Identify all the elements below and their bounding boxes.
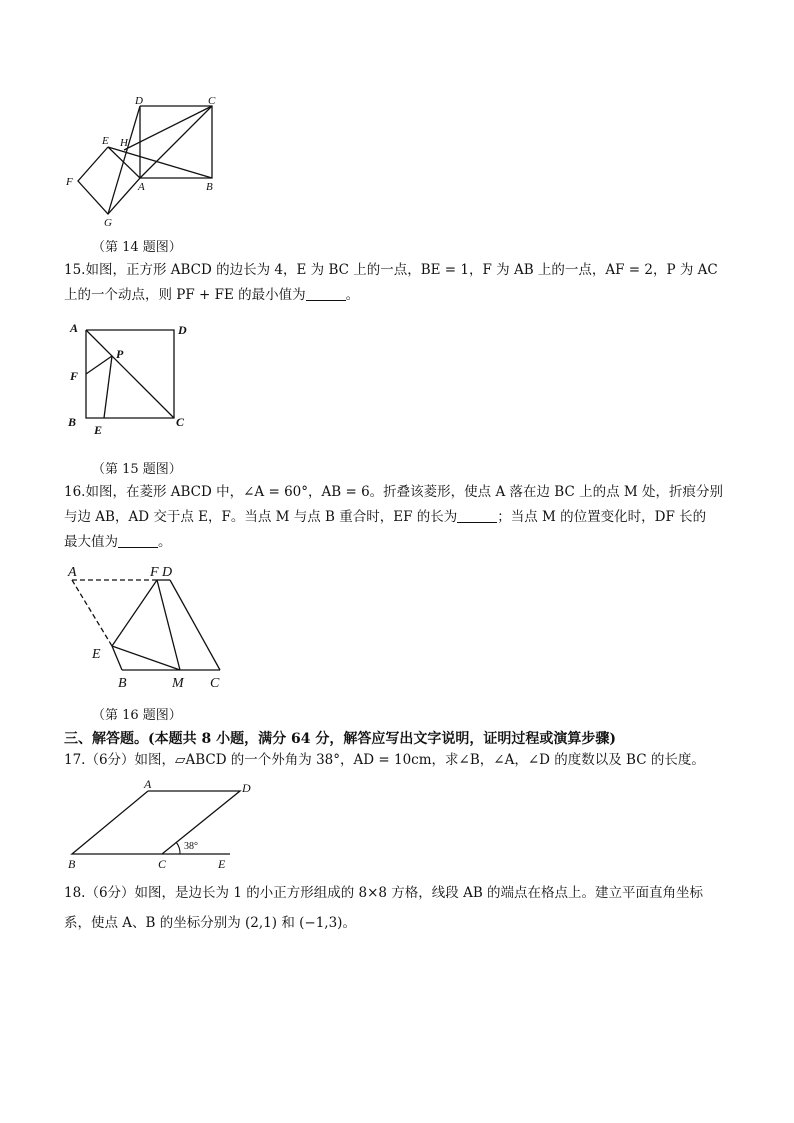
- q16-line-3-text: 最大值为: [64, 534, 118, 550]
- fig16-label-e: E: [92, 647, 101, 662]
- figure-15: [64, 318, 204, 438]
- fig15-label-f: F: [70, 369, 79, 383]
- fig15-line-ac: [86, 330, 174, 418]
- fig16-label-a: A: [68, 565, 77, 580]
- fig15-label-p: P: [116, 347, 124, 361]
- fig15-label-c: C: [176, 415, 185, 429]
- fig15-label-a: A: [70, 321, 79, 335]
- figure-14-caption: （第 14 题图）: [92, 240, 182, 255]
- fig14-label-e: E: [102, 135, 109, 147]
- figure-17: [64, 776, 264, 871]
- section-3-heading: 三、解答题。(本题共 8 小题，满分 64 分，解答应写出文字说明，证明过程或演算步骤): [64, 731, 616, 747]
- fig14-label-g: G: [104, 217, 112, 229]
- fig16-label-fd: F D: [150, 565, 173, 580]
- figure-15-caption: （第 15 题图）: [92, 462, 182, 477]
- fig17-label-b: B: [68, 857, 76, 871]
- figure-16: [62, 560, 237, 695]
- fig15-label-d: D: [178, 323, 187, 337]
- q18-line-1: 18.（6分）如图，是边长为 1 的小正方形组成的 8×8 方格，线段 AB 的端点在格点上。建立平面直角坐标: [64, 885, 704, 901]
- question-17: [64, 748, 734, 773]
- fig15-line-pe: [104, 356, 112, 418]
- fig17-label-d: D: [242, 781, 251, 795]
- fig17-angle-arc: [176, 842, 180, 854]
- question-15: [64, 258, 734, 308]
- fig15-label-e: E: [94, 423, 103, 437]
- fig17-parallelogram: [72, 791, 240, 854]
- fig16-line-fm: [157, 580, 180, 670]
- q15-answer-blank[interactable]: [306, 286, 346, 301]
- q16-answer-blank-1[interactable]: [457, 508, 497, 523]
- q16-line-1: 16.如图，在菱形 ABCD 中，∠A = 60°，AB = 6。折叠该菱形，使点 A 落在边 BC 上的点 M 处，折痕分别: [64, 484, 723, 500]
- fig14-label-c: C: [208, 95, 216, 107]
- q15-line-2: [64, 283, 734, 308]
- q17-text: 17.（6分）如图，▱ABCD 的一个外角为 38°，AD = 10cm，求∠B，∠A，∠D 的度数以及 BC 的长度。: [64, 752, 705, 768]
- fig17-angle-label: 38°: [184, 841, 198, 852]
- question-18: [64, 878, 734, 938]
- fig14-line-hc: [124, 106, 212, 150]
- fig16-line-dc: [170, 580, 220, 670]
- fig16-line-ef: [112, 580, 157, 646]
- fig17-label-c: C: [158, 857, 167, 871]
- fig16-line-em: [112, 646, 180, 670]
- q16-line-3-end: 。: [158, 534, 172, 550]
- fig16-label-b: B: [118, 676, 127, 691]
- fig14-label-d: D: [135, 95, 143, 107]
- q16-line-2b: ；当点 M 的位置变化时，DF 长的: [497, 509, 707, 525]
- q15-line-2-end: 。: [345, 287, 360, 303]
- fig15-label-b: B: [68, 415, 77, 429]
- figure-14: [60, 92, 230, 232]
- q15-line-1: 15.如图，正方形 ABCD 的边长为 4，E 为 BC 上的一点，BE = 1，F 为 AB 上的一点，AF = 2，P 为 AC: [64, 262, 718, 278]
- fig14-line-gd: [108, 106, 140, 214]
- q16-line-2: [64, 505, 734, 530]
- fig15-line-fp: [86, 356, 112, 374]
- q16-answer-blank-2[interactable]: [118, 533, 158, 548]
- q16-line-2a: 与边 AB，AD 交于点 E，F。当点 M 与点 B 重合时，EF 的长为: [64, 509, 458, 525]
- figure-16-caption: （第 16 题图）: [92, 708, 182, 723]
- question-16: [64, 480, 734, 555]
- fig14-label-h: H: [120, 137, 128, 149]
- fig14-label-a: A: [138, 181, 145, 193]
- fig14-label-b: B: [206, 181, 213, 193]
- fig17-label-e: E: [218, 857, 226, 871]
- fig16-label-m: M: [172, 676, 184, 691]
- fig16-dash-ae: [72, 580, 112, 646]
- fig16-label-c: C: [210, 676, 220, 691]
- fig14-label-f: F: [66, 176, 73, 188]
- fig14-small-square: [78, 147, 140, 214]
- fig17-label-a: A: [144, 777, 152, 791]
- q16-line-3: [64, 530, 734, 555]
- q15-line-2-text: 上的一个动点，则 PF + FE 的最小值为: [64, 287, 306, 303]
- q18-line-2: 系，使点 A、B 的坐标分别为 (2,1) 和 (−1,3)。: [64, 915, 356, 931]
